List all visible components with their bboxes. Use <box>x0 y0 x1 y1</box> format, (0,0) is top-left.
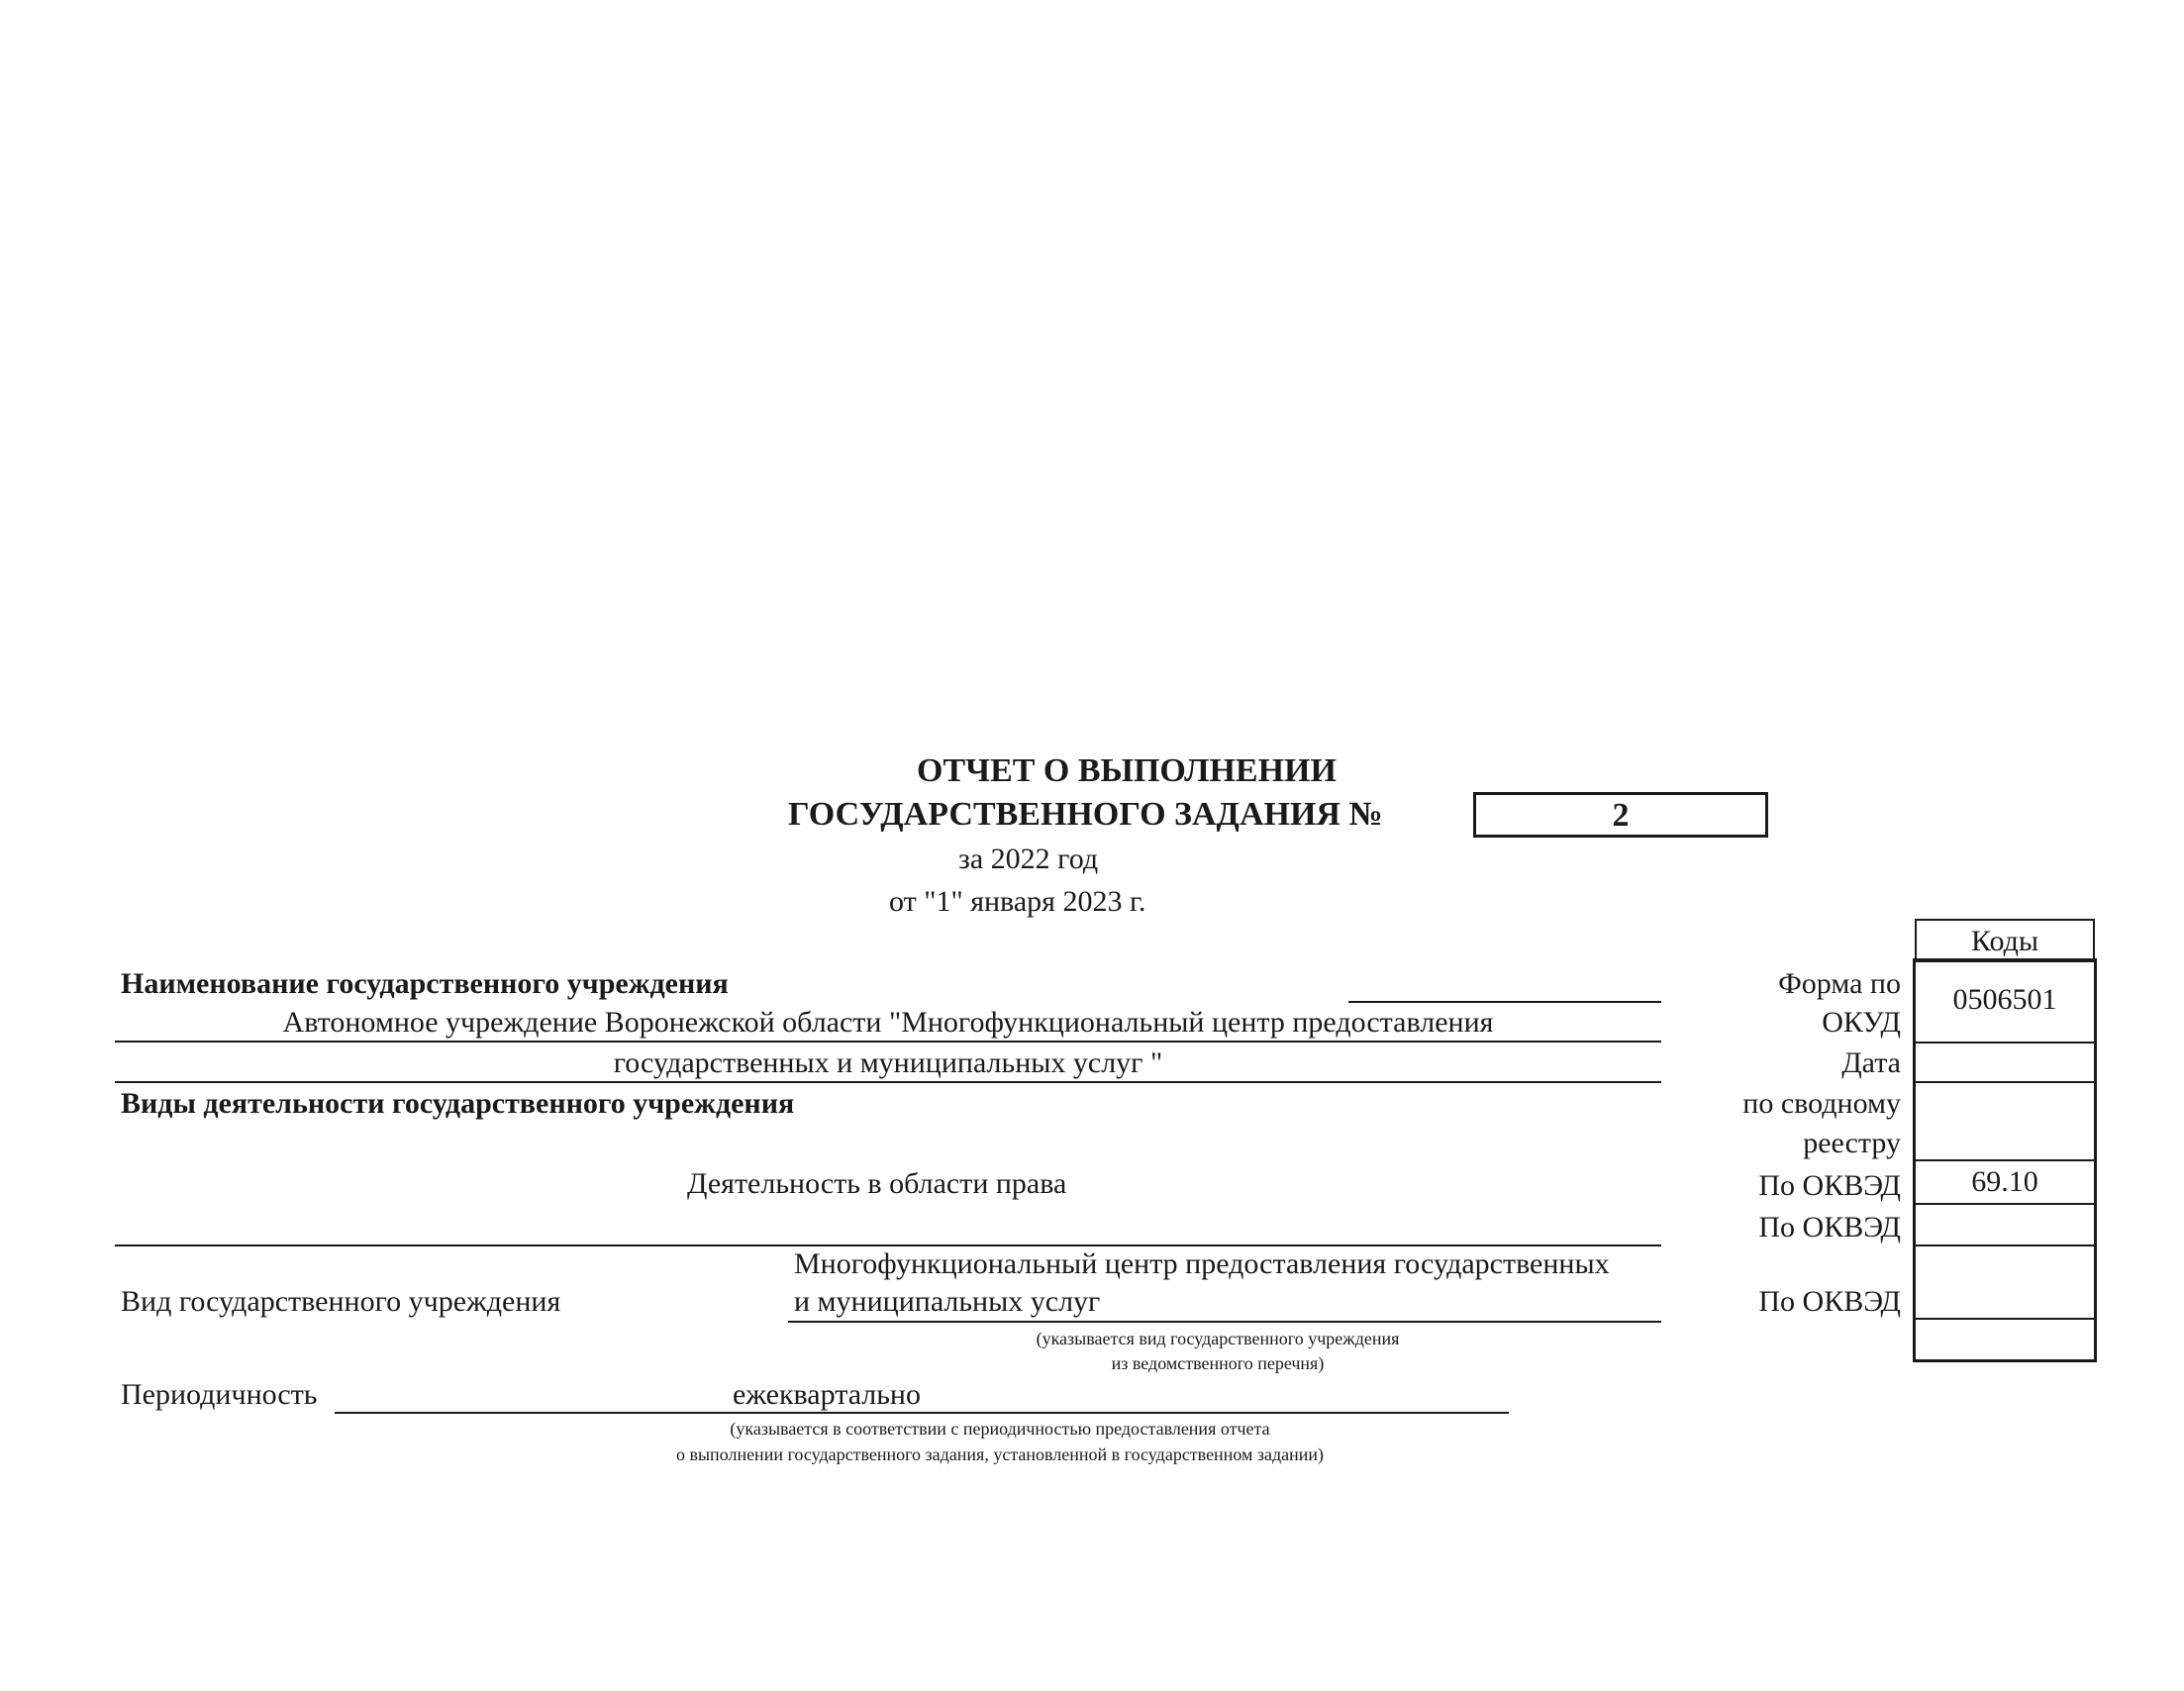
activities-label: Виды деятельности государственного учреждения <box>121 1087 795 1120</box>
type-value-line1: Многофункциональный центр предоставления государственных <box>794 1247 1610 1280</box>
type-note-line2: из ведомственного перечня) <box>1111 1353 1325 1373</box>
institution-name-underline1 <box>115 1041 1661 1043</box>
codes-divider-bottom <box>1916 1318 2094 1320</box>
codes-header: Коды <box>1970 925 2039 957</box>
registry-label-line2: реестру <box>1803 1127 1901 1159</box>
report-period: за 2022 год <box>958 843 1099 875</box>
okud-label-line1: Форма по <box>1778 967 1901 1000</box>
activity-value: Деятельность в области права <box>687 1167 1067 1200</box>
periodicity-label: Периодичность <box>121 1378 318 1411</box>
type-value-line2: и муниципальных услуг <box>794 1285 1101 1318</box>
date-label: Дата <box>1841 1046 1901 1079</box>
okud-code: 0506501 <box>1952 983 2057 1016</box>
task-number-box <box>1473 792 1768 838</box>
periodicity-note-line2: о выполнении государственного задания, установленной в государственном задании) <box>675 1444 1325 1464</box>
report-date: от "1" января 2023 г. <box>889 885 1146 918</box>
report-title-line2: ГОСУДАРСТВЕННОГО ЗАДАНИЯ № <box>788 796 1383 833</box>
activity-underline <box>115 1244 1661 1246</box>
institution-name-underline2 <box>115 1081 1661 1083</box>
codes-divider-registry <box>1916 1081 2094 1083</box>
codes-divider-okved1 <box>1916 1159 2094 1161</box>
codes-divider-okved2 <box>1916 1203 2094 1205</box>
codes-table <box>1913 958 2097 1362</box>
registry-label-line1: по сводному <box>1742 1087 1901 1120</box>
codes-header-cell <box>1915 919 2095 962</box>
okved1-code: 69.10 <box>1971 1165 2038 1198</box>
institution-name-line1: Автономное учреждение Воронежской области "Многофункциональный центр предоставления <box>282 1006 1494 1039</box>
periodicity-value: ежеквартально <box>733 1378 921 1411</box>
codes-divider-date <box>1916 1042 2094 1044</box>
okved2-label: По ОКВЭД <box>1758 1211 1901 1243</box>
institution-label-underline <box>1348 1001 1661 1003</box>
codes-divider-okved3 <box>1916 1244 2094 1246</box>
type-note-line1: (указывается вид государственного учреждения <box>1036 1329 1400 1348</box>
institution-name-line2: государственных и муниципальных услуг " <box>613 1046 1163 1079</box>
okved1-label: По ОКВЭД <box>1758 1169 1901 1202</box>
okud-label-line2: ОКУД <box>1822 1006 1901 1039</box>
okved3-label: По ОКВЭД <box>1758 1285 1901 1318</box>
report-title-line1: ОТЧЕТ О ВЫПОЛНЕНИИ <box>917 752 1337 789</box>
periodicity-underline <box>335 1412 1509 1414</box>
type-underline <box>788 1321 1661 1323</box>
periodicity-note-line1: (указывается в соответствии с периодичностью предоставления отчета <box>730 1419 1270 1439</box>
task-number: 2 <box>1612 797 1630 834</box>
institution-label: Наименование государственного учреждения <box>121 967 729 1000</box>
type-label: Вид государственного учреждения <box>121 1285 561 1318</box>
